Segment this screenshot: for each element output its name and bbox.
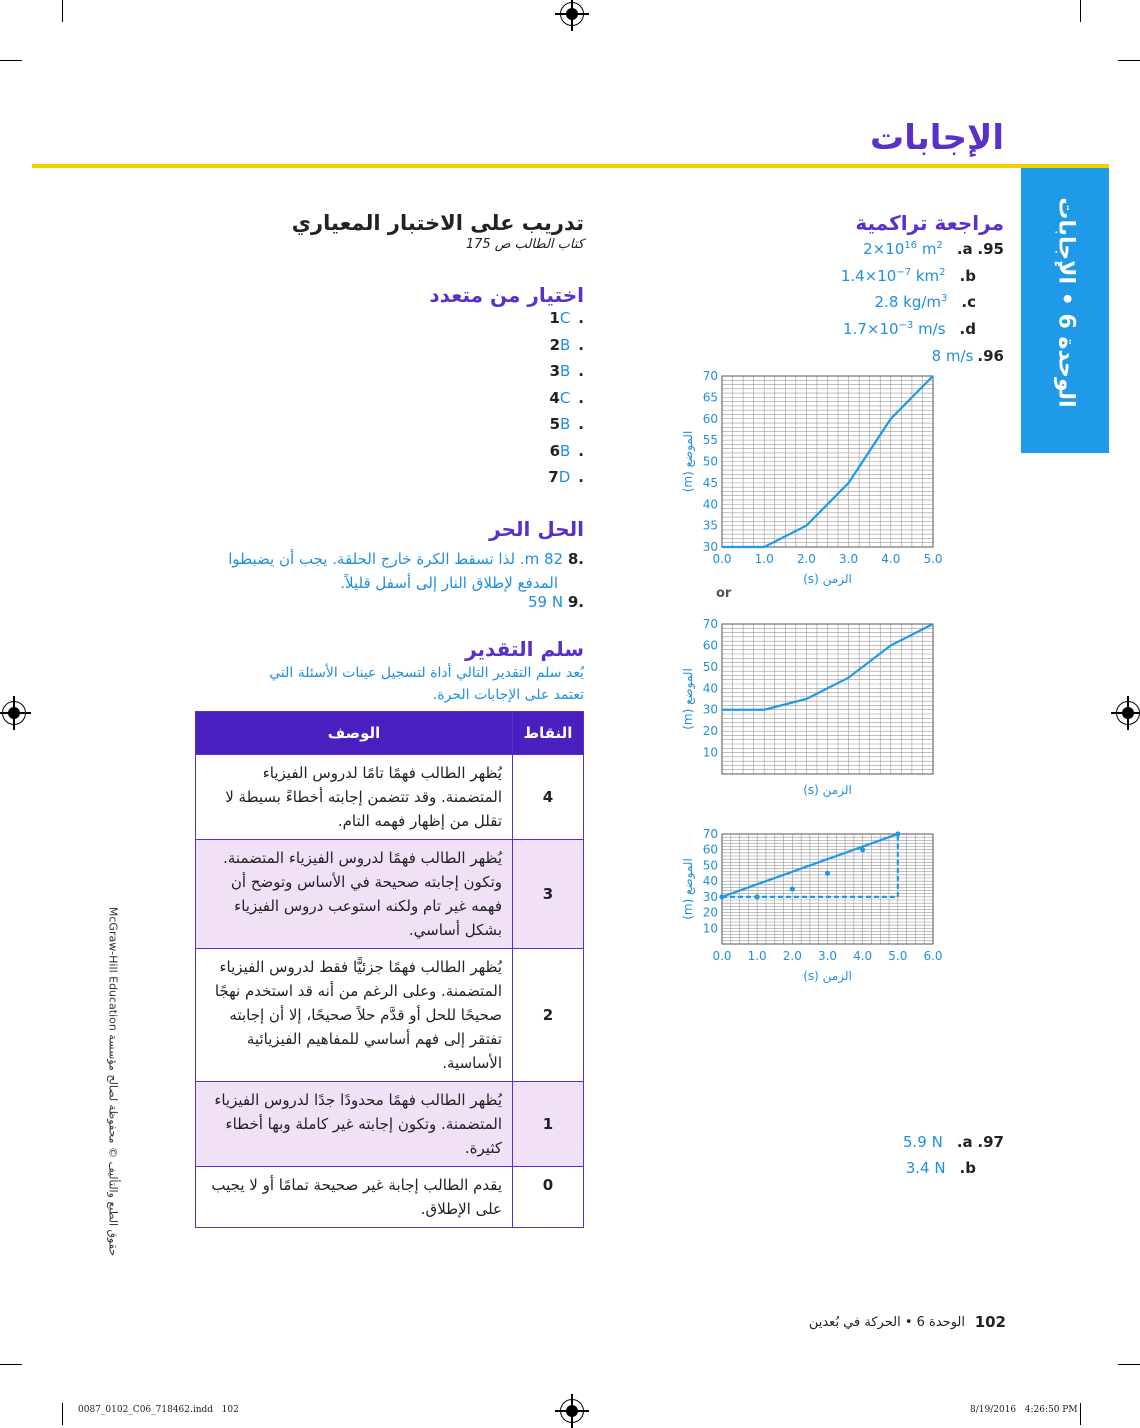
q8-number: .8 — [567, 550, 584, 568]
q95-exponent: 16 — [904, 240, 918, 251]
q97-letter: a — [962, 1133, 973, 1151]
y-tick-label: 70 — [702, 827, 718, 841]
y-tick-label: 20 — [702, 724, 718, 739]
row-description: يُظهر الطالب فهمًا لدروس الفيزياء المتضمنة. وتكون إجابته صحيحة في الأساس وتوضح أن فهمه غير تام ولكنه استوعب دروس الفيزياء بشكل أساسي. — [196, 840, 513, 949]
table-row — [196, 840, 584, 949]
q95-item: $2\times 10^{16}$ $m^2$ .a .95 — [863, 240, 1004, 258]
q97-number: .97 — [977, 1133, 1004, 1151]
q9-value: 59 N — [528, 593, 564, 611]
header-description: الوصف — [196, 712, 513, 755]
mc-choice: B — [560, 335, 571, 354]
q95-item: $1.4\times 10^{-7}$ $km^2$ .b — [840, 266, 976, 285]
x-tick-label: 0.0 — [712, 949, 732, 963]
data-point — [790, 886, 795, 891]
y-tick-label: 40 — [702, 681, 718, 696]
registration-mark-icon — [560, 2, 584, 26]
row-score: 1 — [513, 1082, 584, 1167]
mc-number: .7 — [548, 468, 584, 486]
row-score: 4 — [513, 755, 584, 840]
mc-number: .2 — [549, 335, 584, 354]
q8-line2: المدفع لإطلاق النار إلى أسفل قليلاً. — [340, 574, 558, 592]
copyright-notice: حقوق الطبع والتأليف © محفوظة لصالح مؤسسة McGraw-Hill Education — [106, 906, 120, 1257]
row-description: يقدم الطالب إجابة غير صحيحة تمامًا أو لا يجيب على الإطلاق. — [196, 1167, 513, 1228]
mc-number: .5 — [549, 415, 584, 433]
q96-number: .96 — [977, 347, 1004, 365]
mc-number: .3 — [549, 362, 584, 380]
mc-number: .1 — [549, 309, 584, 327]
table-row — [196, 1082, 584, 1167]
registration-mark-icon — [560, 1399, 584, 1423]
registration-mark-icon — [1116, 701, 1140, 725]
x-tick-label: 3.0 — [817, 949, 838, 963]
mc-choice: B — [560, 362, 571, 380]
x-tick-label: 2.0 — [782, 949, 802, 963]
q95-number: .95 — [977, 240, 1004, 258]
y-tick-label: 70 — [702, 369, 718, 383]
table-row — [196, 1167, 584, 1228]
mc-choice: C — [559, 309, 571, 327]
mc-choice: C — [559, 388, 571, 407]
q95-value: 2×10 — [863, 240, 905, 258]
q95-item: $1.7\times 10^{-3}$ m/s .d — [843, 319, 976, 338]
q95-unit: km — [911, 266, 940, 285]
y-tick-label: 10 — [702, 745, 718, 760]
data-point — [825, 871, 830, 876]
cumulative-review-title: مراجعة تراكمية — [855, 211, 1004, 235]
q96-value: 8 m/s — [931, 347, 974, 365]
q95-exponent: −3 — [898, 319, 914, 331]
q95-value: 1.4×10 — [840, 266, 897, 285]
rubric-description — [269, 662, 584, 706]
q95-unit-exponent: 2 — [936, 240, 943, 251]
side-tab-label: الوحدة 6 • الإجابات — [1053, 197, 1079, 408]
y-tick-label: 10 — [702, 921, 718, 936]
y-tick-label: 30 — [702, 540, 718, 554]
q97-value: 5.9 N — [902, 1133, 943, 1151]
q95-unit-exponent: 2 — [939, 266, 946, 278]
q95-letter: a — [962, 240, 973, 258]
table-row — [196, 755, 584, 840]
footer-page-number: 102 — [974, 1313, 1006, 1331]
y-axis-label: الموضع (m) — [681, 430, 695, 493]
rubric-header-row — [196, 712, 584, 755]
y-tick-label: 50 — [702, 454, 718, 469]
q95-list — [704, 240, 1004, 346]
q95-unit-exponent: 3 — [941, 293, 948, 304]
header-score: النقاط — [513, 712, 584, 755]
data-point — [895, 831, 900, 836]
mc-choice: B — [560, 441, 571, 460]
mc-answer — [548, 415, 584, 442]
x-tick-label: 1.0 — [754, 552, 774, 566]
y-tick-label: 20 — [702, 905, 718, 920]
mc-answer — [548, 442, 584, 469]
x-tick-label: 6.0 — [923, 949, 943, 963]
footer-timestamp: 8/19/2016 4:26:50 PM — [970, 1405, 1078, 1415]
q97-letter: b — [965, 1159, 976, 1177]
or-label: or — [716, 586, 732, 601]
q8-answer — [195, 547, 584, 595]
table-row — [196, 949, 584, 1082]
q97-item: 5.9 N .a .97 — [902, 1133, 1004, 1151]
x-tick-label: 1.0 — [747, 949, 767, 963]
y-tick-label: 60 — [702, 411, 718, 426]
row-score: 3 — [513, 840, 584, 949]
position-time-graphs — [660, 360, 960, 1080]
y-tick-label: 60 — [702, 638, 718, 653]
row-description: يُظهر الطالب فهمًا تامًا لدروس الفيزياء المتضمنة. وقد تتضمن إجابته أخطاءً بسيطة لا تقلل من إظهار فهمه التام. — [196, 755, 513, 840]
q95-letter: c — [967, 293, 976, 311]
mc-list — [548, 309, 584, 495]
y-tick-label: 55 — [702, 433, 718, 448]
q9-number: .9 — [567, 593, 584, 611]
section-reference: كتاب الطالب ص 175 — [465, 237, 584, 252]
data-point — [860, 847, 865, 852]
q95-letter: b — [965, 266, 976, 285]
mc-answer — [548, 468, 584, 495]
rubric-desc-line1: يُعد سلم التقدير التالي أداة لتسجيل عينات الأسئلة التي — [269, 665, 584, 681]
mc-choice: D — [558, 468, 571, 486]
y-tick-label: 40 — [702, 497, 718, 512]
q95-value: 1.7×10 — [843, 319, 899, 338]
q97-value: 3.4 N — [905, 1159, 946, 1177]
x-tick-label: 3.0 — [839, 552, 859, 566]
q95-value: 2.8 kg/m — [874, 293, 942, 311]
y-tick-label: 70 — [702, 617, 718, 631]
mc-number: .6 — [549, 441, 584, 460]
x-axis-label: الزمن (s) — [803, 783, 852, 797]
footer-unit-label: الوحدة 6 • الحركة في بُعدين — [808, 1315, 965, 1330]
mc-answer — [548, 309, 584, 336]
y-axis-label: الموضع (m) — [681, 668, 695, 730]
row-description: يُظهر الطالب فهمًا جزئيًّا فقط لدروس الفيزياء المتضمنة. وعلى الرغم من أنه قد استخدم نهجًا صحيحًا للحل أو قدَّم حلاً صحيحًا، إلا أن إجابته تفتقر إلى فهم أساسي للمفاهيم الفيزيائية الأساسية. — [196, 949, 513, 1082]
y-tick-label: 30 — [702, 702, 718, 717]
x-tick-label: 2.0 — [796, 552, 816, 566]
mc-answer — [548, 362, 584, 389]
row-score: 0 — [513, 1167, 584, 1228]
footer-file-name: 0087_0102_C06_718462.indd 102 — [78, 1405, 239, 1415]
y-tick-label: 65 — [702, 390, 718, 405]
q8-line1: 82 m. لذا تسقط الكرة خارج الحلقة. يجب أن يضبطوا — [228, 550, 564, 568]
rubric-desc-line2: تعتمد على الإجابات الحرة. — [432, 687, 584, 703]
data-point — [719, 894, 724, 899]
section-title-standardized: تدريب على الاختبار المعياري — [291, 211, 584, 235]
q9-answer — [528, 593, 584, 611]
q97-item: 3.4 N .b — [905, 1159, 976, 1177]
side-tab — [1021, 168, 1109, 453]
q97-list — [804, 1133, 1004, 1185]
mc-answer — [548, 336, 584, 363]
mc-number: .4 — [549, 388, 584, 407]
x-tick-label: 0.0 — [712, 552, 732, 566]
page-title: الإجابات — [870, 118, 1004, 158]
y-tick-label: 60 — [702, 842, 718, 857]
mc-answer — [548, 389, 584, 416]
x-tick-label: 4.0 — [853, 949, 873, 963]
x-tick-label: 5.0 — [923, 552, 943, 566]
rubric-table — [195, 711, 584, 1228]
row-description: يُظهر الطالب فهمًا محدودًا جدًا لدروس الفيزياء المتضمنة. وتكون إجابته غير كاملة وبها أخطاء كثيرة. — [196, 1082, 513, 1167]
row-score: 2 — [513, 949, 584, 1082]
rubric-title: سلم التقدير — [465, 637, 584, 661]
y-tick-label: 40 — [702, 874, 718, 889]
q95-item: 2.8 $kg/m^3$ .c — [874, 293, 976, 311]
y-tick-label: 50 — [702, 858, 718, 873]
q95-unit: m/s — [913, 319, 946, 338]
y-tick-label: 45 — [702, 475, 718, 490]
y-tick-label: 50 — [702, 659, 718, 674]
x-axis-label: الزمن (s) — [803, 572, 852, 586]
data-point — [755, 894, 760, 899]
x-tick-label: 4.0 — [881, 552, 901, 566]
q95-exponent: −7 — [896, 266, 912, 278]
q95-unit: m — [917, 240, 937, 258]
registration-mark-icon — [2, 701, 26, 725]
mc-choice: B — [560, 415, 571, 433]
free-response-title: الحل الحر — [489, 517, 584, 541]
y-axis-label: الموضع (m) — [681, 858, 695, 920]
x-tick-label: 5.0 — [888, 949, 908, 963]
y-tick-label: 35 — [702, 518, 718, 533]
mc-title: اختيار من متعدد — [429, 283, 584, 307]
header-rule — [32, 164, 1109, 168]
x-axis-label: الزمن (s) — [803, 969, 852, 983]
y-tick-label: 30 — [702, 889, 718, 904]
q95-letter: d — [965, 319, 976, 338]
